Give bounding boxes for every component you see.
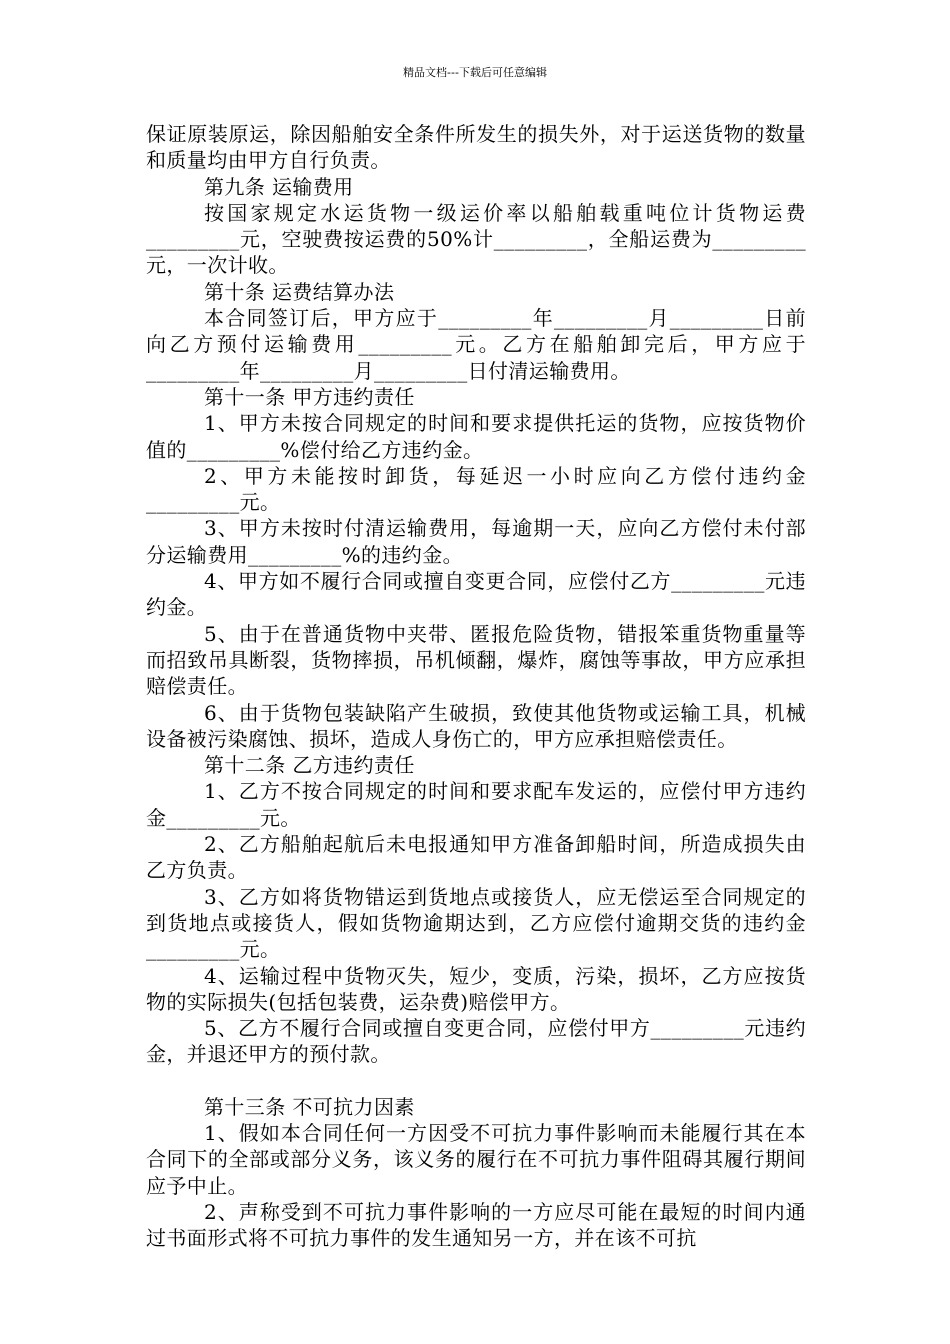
- paragraph: 3、乙方如将货物错运到货地点或接货人，应无偿运至合同规定的到货地点或接货人，假如货物逾期达到，乙方应偿付逾期交货的违约金_________元。: [146, 884, 806, 962]
- paragraph: 第九条 运输费用: [204, 174, 354, 199]
- paragraph: 按国家规定水运货物一级运价率以船舶载重吨位计货物运费_________元，空驶费按运费的50%计_________，全船运费为_________元，一次计收。: [146, 200, 806, 278]
- paragraph: 5、由于在普通货物中夹带、匿报危险货物，错报笨重货物重量等而招致吊具断裂，货物摔损，吊机倾翻，爆炸，腐蚀等事故，甲方应承担赔偿责任。: [146, 621, 806, 699]
- paragraph: 本合同签订后，甲方应于_________年_________月_________日前向乙方预付运输费用_________元。乙方在船舶卸完后，甲方应于_________年_________月_________日付清运输费用。: [146, 306, 806, 383]
- paragraph: 2、甲方未能按时卸货，每延迟一小时应向乙方偿付违约金_________元。: [146, 463, 806, 515]
- paragraph: 第十条 运费结算办法: [204, 279, 395, 304]
- paragraph: 第十二条 乙方违约责任: [204, 753, 415, 778]
- paragraph: 5、乙方不履行合同或擅自变更合同，应偿付甲方_________元违约金，并退还甲方的预付款。: [146, 1016, 806, 1067]
- paragraph-spacer: [146, 1068, 806, 1094]
- paragraph: 1、乙方不按合同规定的时间和要求配车发运的，应偿付甲方违约金_________元。: [146, 779, 806, 830]
- paragraph: 第十三条 不可抗力因素: [204, 1094, 415, 1119]
- paragraph: 保证原装原运，除因船舶安全条件所发生的损失外，对于运送货物的数量和质量均由甲方自行负责。: [146, 122, 806, 173]
- document-body: [146, 121, 806, 1251]
- paragraph: 1、甲方未按合同规定的时间和要求提供托运的货物，应按货物价值的_________%偿付给乙方违约金。: [146, 411, 806, 462]
- page-header: 精品文档---下载后可任意编辑: [403, 66, 547, 79]
- paragraph: 2、乙方船舶起航后未电报通知甲方准备卸船时间，所造成损失由乙方负责。: [146, 832, 806, 883]
- paragraph: 第十一条 甲方违约责任: [204, 384, 415, 409]
- paragraph: 1、假如本合同任何一方因受不可抗力事件影响而未能履行其在本合同下的全部或部分义务，该义务的履行在不可抗力事件阻碍其履行期间应予中止。: [146, 1120, 806, 1198]
- paragraph: 6、由于货物包装缺陷产生破损，致使其他货物或运输工具，机械设备被污染腐蚀、损坏，造成人身伤亡的，甲方应承担赔偿责任。: [146, 700, 806, 751]
- paragraph: 4、运输过程中货物灭失，短少，变质，污染，损坏，乙方应按货物的实际损失(包括包装费，运杂费)赔偿甲方。: [146, 963, 806, 1014]
- paragraph: 3、甲方未按时付清运输费用，每逾期一天，应向乙方偿付未付部分运输费用_________%的违约金。: [146, 516, 806, 567]
- paragraph: 2、声称受到不可抗力事件影响的一方应尽可能在最短的时间内通过书面形式将不可抗力事件的发生通知另一方，并在该不可抗: [146, 1199, 806, 1251]
- paragraph: 4、甲方如不履行合同或擅自变更合同，应偿付乙方_________元违约金。: [146, 569, 806, 620]
